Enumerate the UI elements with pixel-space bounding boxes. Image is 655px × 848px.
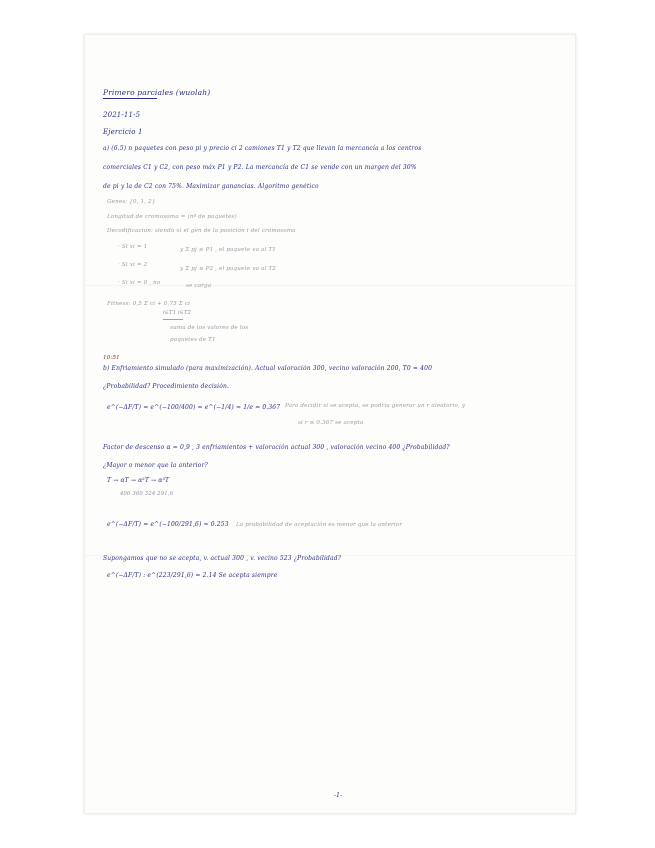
fitness-note-1: suma de los valores de los [170,325,249,331]
case-2-rule: y Σ pj ≤ P2 , el paquete va al T2 [180,266,276,272]
part-c-line-2: ¿Mayor o menor que la anterior? [103,462,208,469]
part-b-line-2: ¿Probabilidad? Procedimiento decisión. [103,383,230,390]
part-d-line-1: Supongamos que no se acepta, v. actual 300 , v. vecino 523 ¿Probabilidad? [103,555,342,562]
part-b-note-2: si r ≤ 0.367 se acepta [298,420,364,426]
page-number: -1- [334,792,343,799]
part-b-line-1: b) Enfriamiento simulado (para maximización). Actual valoración 300, vecino valoración 200, T0 = 400 [103,365,433,372]
timestamp: 10:51 [103,355,120,361]
part-b-note-1: Para decidir si se acepta, se podría generar un r aleatorio, y [285,403,466,409]
fitness-subscripts: i∈T1 i∈T2 [163,310,192,316]
genes-line: Genes: {0, 1, 2} [107,199,156,205]
case-3-condition: · Si xi = 0 , no [118,280,161,286]
part-c-line-1: Factor de descenso α = 0,9 , 3 enfriamientos + valoración actual 300 , valoración vecino 400 ¿Probabilidad? [103,444,450,451]
part-a-line-3: de pi y la de C2 con 75%. Maximizar ganancias. Algoritmo genético [103,183,319,190]
part-b-formula: e^(−ΔF/T) = e^(−100/400) = e^(−1/4) ≈ 1/e = 0.367 [107,404,281,411]
exercise-heading: Ejercicio 1 [103,128,143,136]
temperature-chain: T → αT → α²T → α³T [107,477,170,484]
chromosome-length-line: Longitud de cromosoma = (nº de paquetes) [107,214,237,220]
case-2-condition: · Si xi = 2 [118,262,148,268]
case-3-rule: se carga [186,283,212,289]
temperature-values: 400 360 324 291,6 [120,491,174,497]
fitness-brace [163,319,183,320]
page-title: Primero parciales (wuolah) [103,88,211,97]
part-c-note: La probabilidad de aceptación es menor que la anterior [236,522,403,528]
title-underline [103,98,157,99]
decoding-line: Decodificación: siendo xi el gen de la posición i del cromosoma [107,228,296,234]
date-label: 2021-11-5 [103,111,141,119]
part-a-line-2: comerciales C1 y C2, con peso máx P1 y P2. La mercancía de C1 se vende con un margen del 30% [103,164,417,171]
part-a-line-1: a) (6.5) n paquetes con peso pi y precio ci 2 camiones T1 y T2 que llevan la mercancía a los centros [103,145,422,152]
case-1-rule: y Σ pj ≤ P1 , el paquete va al T1 [180,247,276,253]
part-c-formula: e^(−ΔF/T) = e^(−100/291,6) ≈ 0.253 [107,521,229,528]
case-1-condition: · Si xi = 1 [118,244,148,250]
fitness-note-2: paquetes de T1 [170,337,216,343]
part-d-formula: e^(−ΔF/T) : e^(223/291,6) = 2.14 Se acepta siempre [107,572,278,579]
fitness-formula: Fitness: 0,5 Σ ci + 0,75 Σ ci [107,301,191,307]
